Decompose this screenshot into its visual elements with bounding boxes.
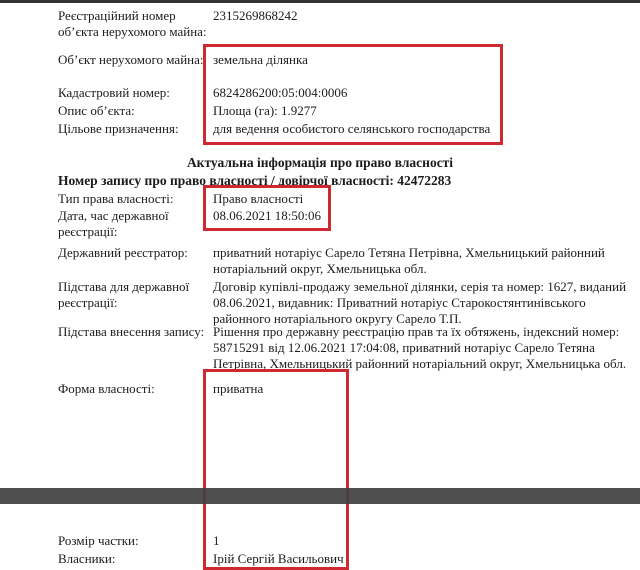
field-label: Підстава внесення запису: [58, 324, 205, 339]
field-value: для ведення особистого селянського господарства [213, 121, 491, 136]
field-value: приватний нотаріус Сарело Тетяна Петрівна, Хмельницький районний нотаріальний округ, Хмельницька обл. [213, 245, 605, 276]
field-value: Рішення про державну реєстрацію прав та їх обтяжень, індексний номер: 58715291 від 12.06.2021 17:04:08, приватний нотаріус Сарело Тетяна Петрівна, Хмельницький районний нотаріальний округ, Хмельницька обл. [213, 324, 627, 371]
top-edge-bar [0, 0, 640, 3]
record-number-line: Номер запису про право власності / довірчої власності: 42472283 [58, 173, 452, 188]
field-value: Право власності [213, 191, 304, 206]
field-label: Кадастровий номер: [58, 85, 170, 100]
section-title: Актуальна інформація про право власності [186, 155, 454, 170]
highlight-box-ownership-owner [203, 369, 349, 570]
field-value: 2315269868242 [213, 8, 298, 23]
field-label: Реєстраційний номер об’єкта нерухомого майна: [58, 8, 207, 39]
highlight-box-object-info [203, 44, 503, 145]
highlight-box-ownership-date [203, 185, 331, 231]
divider-bar [0, 488, 640, 504]
field-label: Опис об’єкта: [58, 103, 135, 118]
field-label: Власники: [58, 551, 116, 566]
field-value: Договір купівлі-продажу земельної ділянки, серія та номер: 1627, виданий 08.06.2021, видавник: Приватний нотаріус Старокостянтинівського районного нотаріального округу Сарело Т.П. [213, 279, 627, 326]
field-value: 08.06.2021 18:50:06 [213, 208, 321, 223]
field-label: Розмір частки: [58, 533, 139, 548]
field-value: 6824286200:05:004:0006 [213, 85, 348, 100]
field-value: Ірій Сергій Васильович [213, 551, 344, 566]
field-value: приватна [213, 381, 264, 396]
field-label: Цільове призначення: [58, 121, 179, 136]
field-label: Об’єкт нерухомого майна: [58, 52, 204, 67]
field-value: земельна ділянка [213, 52, 308, 67]
field-label: Форма власності: [58, 381, 155, 396]
field-label: Тип права власності: [58, 191, 174, 206]
field-value: Площа (га): 1.9277 [213, 103, 317, 118]
field-value: 1 [213, 533, 220, 548]
field-label: Дата, час державної реєстрації: [58, 208, 169, 239]
field-label: Підстава для державної реєстрації: [58, 279, 190, 310]
field-label: Державний реєстратор: [58, 245, 188, 260]
